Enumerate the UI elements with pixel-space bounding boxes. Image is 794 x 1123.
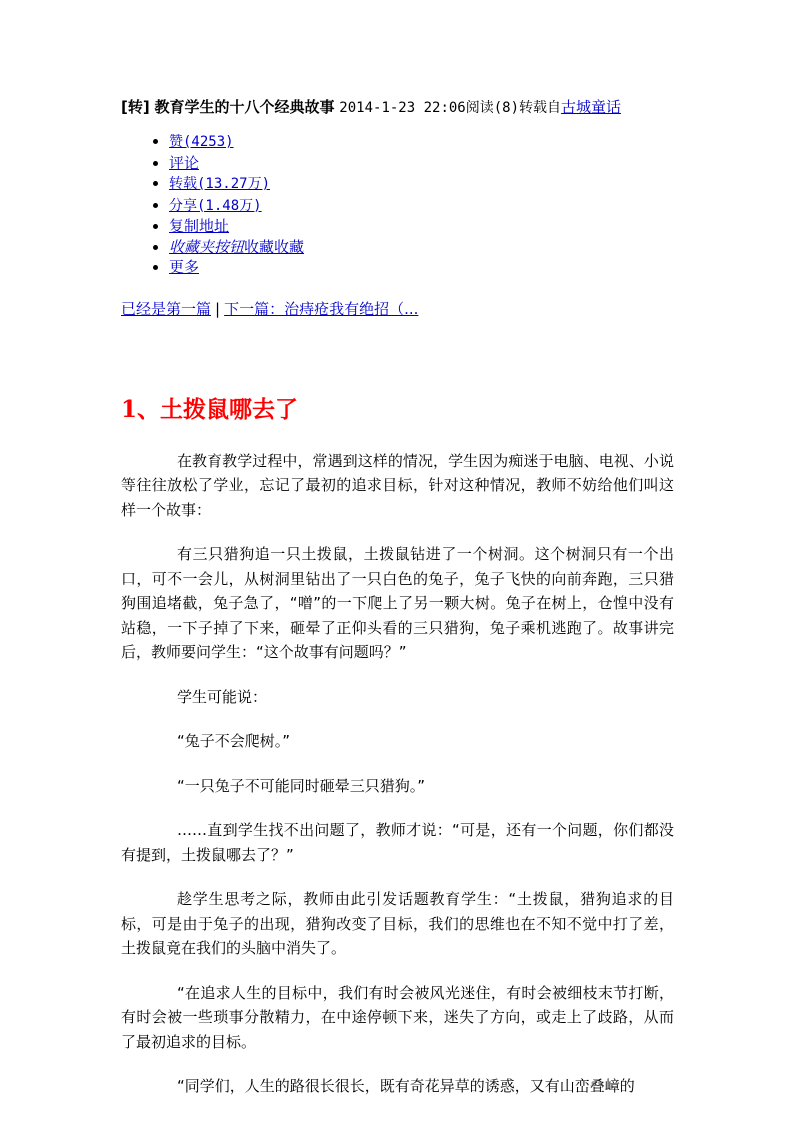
action-more [169,257,681,278]
paragraph: 学生可能说： [177,687,268,706]
action-like [169,131,681,153]
favorite-button-label: 收藏夹按钮 [169,237,245,256]
repost-tag: [转] [121,98,150,116]
paragraph: 在教育教学过程中，常遇到这样的情况，学生因为痴迷于电脑、电视、小说等往往放松了学业，忘记了最初的追求目标，针对这种情况，教师不妨给他们叫这样一个故事： [121,451,674,519]
share-link[interactable]: 分享(1.48万) [169,197,262,214]
prev-article-link[interactable]: 已经是第一篇 [121,299,212,318]
like-link[interactable]: 赞(4253) [169,134,234,150]
paragraph: ……直到学生找不出问题了，教师才说：“可是，还有一个问题，你们都没有提到，土拨鼠哪去了？” [121,821,674,864]
favorite-label: 收藏收藏 [244,237,305,256]
action-share [169,195,681,217]
next-article-link[interactable]: 下一篇：治痔疮我有绝招（... [224,299,419,318]
action-favorite [169,237,681,258]
comment-link[interactable]: 评论 [169,153,200,172]
paragraph: “在追求人生的目标中，我们有时会被风光迷住，有时会被细枝末节打断，有时会被一些琐事分散精力，在中途停顿下来，迷失了方向，或走上了歧路，从而了最初追求的目标。 [121,983,674,1051]
source-link[interactable]: 古城童话 [561,98,622,116]
favorite-link[interactable] [169,238,304,256]
nav-separator: | [215,299,221,318]
action-repost [169,173,681,195]
article-nav [121,299,681,319]
paragraph: “同学们，人生的路很长很长，既有奇花异草的诱惑，又有山峦叠嶂的 [177,1077,635,1095]
article [121,94,681,1119]
paragraph: “兔子不会爬树。” [177,732,291,750]
article-meta: 2014-1-23 22:06阅读(8)转载自 [339,100,562,116]
section-heading: 1、土拨鼠哪去了 [121,395,299,423]
paragraph: “一只兔子不可能同时砸晕三只猎狗。” [177,776,426,795]
action-copy-address [169,216,681,237]
copy-address-link[interactable]: 复制地址 [169,217,230,235]
paragraph: 趁学生思考之际，教师由此引发话题教育学生：“土拨鼠，猎狗追求的目标，可是由于兔子的出现，猎狗改变了目标，我们的思维也在不知不觉中打了差，土拨鼠竟在我们的头脑中消失了。 [121,890,674,957]
article-header [121,94,681,121]
article-title: 教育学生的十八个经典故事 [154,98,335,116]
article-body [121,449,674,1099]
paragraph: 有三只猎狗追一只土拨鼠，土拨鼠钻进了一个树洞。这个树洞只有一个出口，可不一会儿，从树洞里钻出了一只白色的兔子，兔子飞快的向前奔跑，三只猎狗围追堵截，兔子急了，“噌”的一下爬上了另一颗大树。兔子在树上，仓惶中没有站稳，一下子掉了下来，砸晕了正仰头看的三只猎狗，兔子乘机逃跑了。故事讲完后，教师要问学生：“这个故事有问题吗？” [121,545,674,661]
more-link[interactable]: 更多 [169,258,200,276]
action-comment [169,153,681,174]
action-list [121,131,681,278]
repost-link[interactable]: 转载(13.27万) [169,176,271,192]
